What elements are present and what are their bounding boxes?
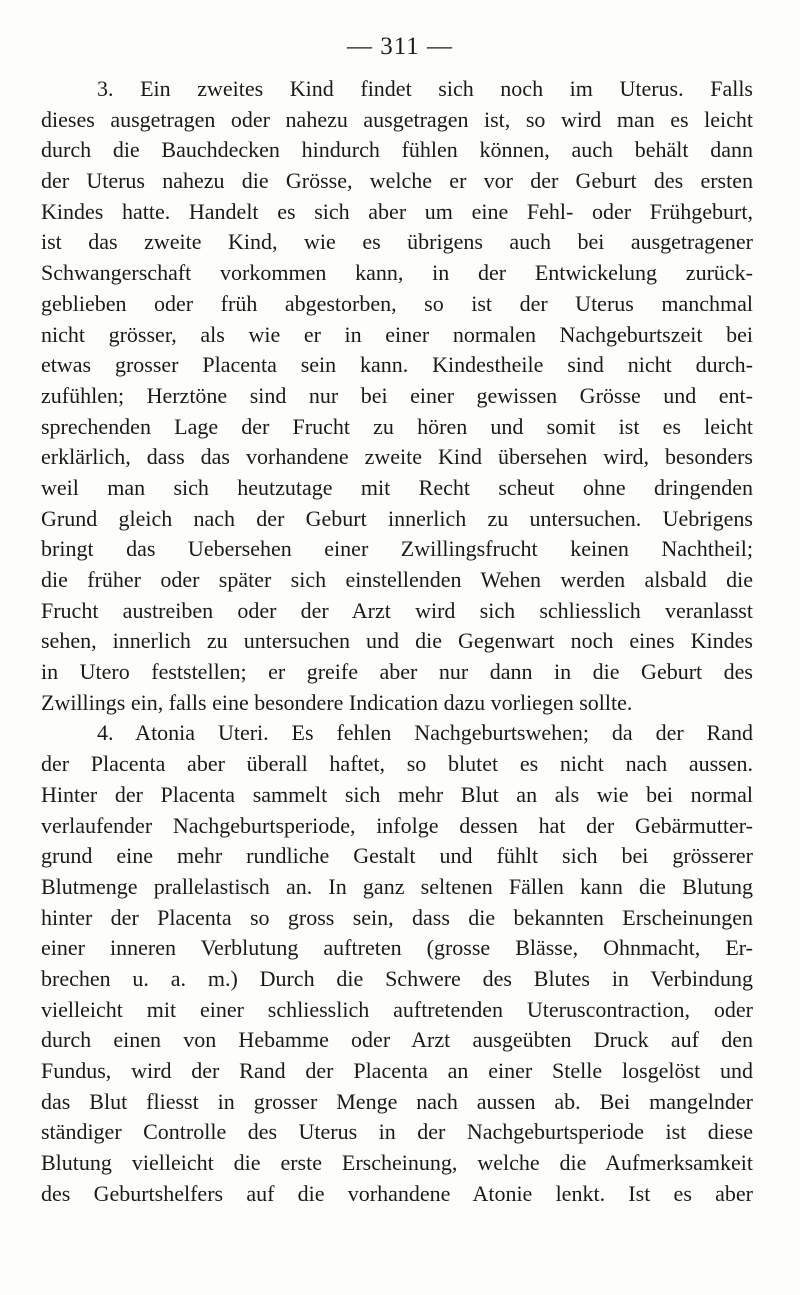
text-line: 3. Ein zweites Kind findet sich noch im Uterus. Falls — [97, 76, 753, 101]
body-text — [41, 74, 753, 1209]
text-line: Grund gleich nach der Geburt innerlich zu untersuchen. Uebrigens — [41, 505, 753, 531]
text-line: durch die Bauchdecken hindurch fühlen können, auch behält dann — [41, 137, 753, 163]
text-line: sprechenden Lage der Frucht zu hören und somit ist es leicht — [41, 413, 753, 439]
text-line: weil man sich heutzutage mit Recht scheut ohne dringenden — [41, 474, 753, 500]
text-line: bringt das Uebersehen einer Zwillingsfrucht keinen Nachtheil; — [41, 536, 753, 562]
text-line: brechen u. a. m.) Durch die Schwere des Blutes in Verbindung — [41, 965, 753, 991]
text-line: Schwangerschaft vorkommen kann, in der Entwickelung zurück- — [41, 260, 753, 286]
text-line: Frucht austreiben oder der Arzt wird sich schliesslich veranlasst — [41, 597, 753, 623]
text-line: grund eine mehr rundliche Gestalt und fühlt sich bei grösserer — [41, 843, 753, 869]
text-line: der Placenta aber überall haftet, so blutet es nicht nach aussen. — [41, 751, 753, 777]
text-line: des Geburtshelfers auf die vorhandene Atonie lenkt. Ist es aber — [41, 1180, 753, 1206]
text-line: etwas grosser Placenta sein kann. Kindestheile sind nicht durch- — [41, 352, 753, 378]
text-line: Blutmenge prallelastisch an. In ganz seltenen Fällen kann die Blutung — [41, 873, 753, 899]
page-number: — 311 — — [346, 33, 454, 60]
text-line: Blutung vielleicht die erste Erscheinung, welche die Aufmerksamkeit — [41, 1150, 753, 1176]
text-line: ständiger Controlle des Uterus in der Nachgeburtsperiode ist diese — [41, 1119, 753, 1145]
text-line: geblieben oder früh abgestorben, so ist der Uterus manchmal — [41, 290, 753, 316]
text-line: Zwillings ein, falls eine besondere Indication dazu vorliegen sollte. — [41, 689, 633, 715]
text-line: hinter der Placenta so gross sein, dass die bekannten Erscheinungen — [41, 904, 753, 930]
text-line: nicht grösser, als wie er in einer normalen Nachgeburtszeit bei — [41, 321, 753, 347]
text-line: sehen, innerlich zu untersuchen und die Gegenwart noch eines Kindes — [41, 628, 753, 654]
text-line: die früher oder später sich einstellenden Wehen werden alsbald die — [41, 567, 753, 592]
text-line: das Blut fliesst in grosser Menge nach aussen ab. Bei mangelnder — [41, 1088, 753, 1114]
text-line: dieses ausgetragen oder nahezu ausgetragen ist, so wird man es leicht — [41, 106, 753, 132]
text-line: Fundus, wird der Rand der Placenta an einer Stelle losgelöst und — [41, 1058, 753, 1083]
text-line: zufühlen; Herztöne sind nur bei einer gewissen Grösse und ent- — [41, 382, 753, 408]
text-line: vielleicht mit einer schliesslich auftretenden Uteruscontraction, oder — [41, 996, 753, 1022]
text-line: durch einen von Hebamme oder Arzt ausgeübten Druck auf den — [41, 1027, 753, 1053]
text-line: ist das zweite Kind, wie es übrigens auch bei ausgetragener — [41, 229, 753, 255]
text-line: Kindes hatte. Handelt es sich aber um eine Fehl- oder Frühgeburt, — [41, 198, 753, 224]
text-line: 4. Atonia Uteri. Es fehlen Nachgeburtswehen; da der Rand — [97, 720, 753, 746]
text-line: erklärlich, dass das vorhandene zweite Kind übersehen wird, besonders — [41, 444, 753, 470]
text-line: der Uterus nahezu die Grösse, welche er vor der Geburt des ersten — [41, 168, 753, 194]
text-line: Hinter der Placenta sammelt sich mehr Blut an als wie bei normal — [41, 781, 753, 807]
text-line: einer inneren Verblutung auftreten (grosse Blässe, Ohnmacht, Er- — [41, 935, 753, 961]
text-line: verlaufender Nachgeburtsperiode, infolge dessen hat der Gebärmutter- — [41, 812, 753, 838]
text-line: in Utero feststellen; er greife aber nur dann in die Geburt des — [41, 659, 753, 685]
